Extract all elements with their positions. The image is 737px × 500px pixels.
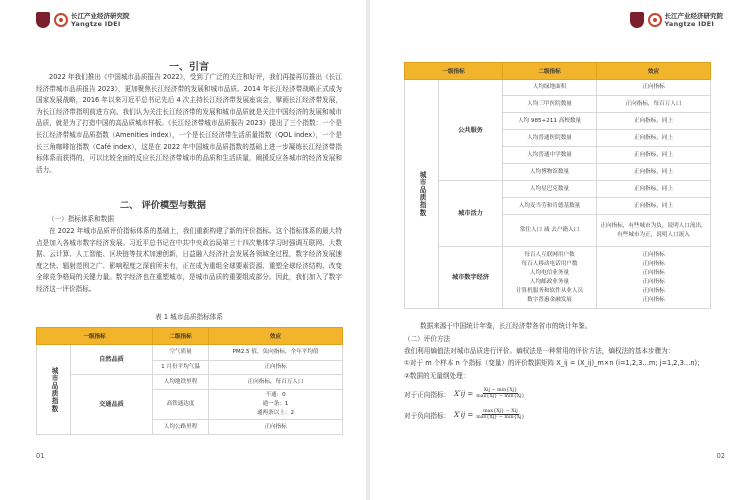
group-digital-economy: 城市数字经济 <box>439 247 503 309</box>
formula-positive-label: 对于正向指标： <box>404 390 451 399</box>
table-cell: 正向指标，同上 <box>597 181 711 198</box>
table-header-level1: 一级指标 <box>405 63 503 80</box>
table-cell: 正向指标，同上 <box>597 113 711 130</box>
method-step-2: ②数据的无量纲处理： <box>404 372 470 380</box>
table-cell: 1 月份平均气温 <box>153 361 209 375</box>
table-cell: 正向指标，同上 <box>597 164 711 181</box>
formula-positive-denominator: max{Xj} − min{Xj} <box>476 394 525 399</box>
table-cell: 正向指标，同上 <box>597 198 711 215</box>
formula-negative-label: 对于负向指标： <box>404 411 451 420</box>
formula-positive-lhs: X′ij = <box>454 389 474 398</box>
table-cell: 空气质量 <box>153 345 209 361</box>
page-number-right: 02 <box>716 452 725 460</box>
institute-logo-icon <box>648 13 662 27</box>
section-title-model: 二、 评价模型与数据 <box>120 200 206 211</box>
table-header-effect: 效应 <box>209 328 343 345</box>
table-cell: 人均公路里程 <box>153 420 209 435</box>
page-number-left: 01 <box>36 452 45 460</box>
table-cell: 每百人互联网用户数 每百人移动电话用户数 人均电信业务量 人均邮政业务量 计算机服务和软件从业人员 数字普惠金融发展 <box>503 247 597 309</box>
table-cell: 正向指标，每百万人口 <box>209 375 343 390</box>
group-natural-quality: 自然品质 <box>71 345 153 375</box>
table-cell: 常住人口 减 去户籍人口 <box>503 215 597 247</box>
method-step-1: ①对于 m 个样本 n 个指标（变量）的评价数据矩阵 X_ij = (X_ij)_m×n (i=1,2,3…m; j=1,2,3…n)； <box>404 359 704 367</box>
formula-negative <box>404 409 525 420</box>
subsection-title-method: （二）评价方法 <box>404 335 451 343</box>
table-cell: 正向指标 <box>209 420 343 435</box>
table-cell: 人均绿地面积 <box>503 80 597 96</box>
group-city-vitality: 城市活力 <box>439 181 503 247</box>
table-cell: 人均三甲医院数量 <box>503 96 597 113</box>
indicator-table-left <box>36 327 343 435</box>
intro-paragraph-2: 在 2022 年城市品质评价指标体系的基础上，我们重新构建了新的评价指标。这个指标体系的最大特点是加入各城市数字经济发展。习近平总书记在中共中央政治局第三十四次集体学习时强调互联网、大数据、云计算、人工智能、区块链等技术加速创新，日益融入经济社会发展各领域全过程，数字经济发展速度之快、辐射范围之广、影响程度之深前所未有，正在成为重组全球要素资源、重塑全球经济结构、改变全球竞争格局的关键力量。数字经济也在重塑城市，是城市品质的重要组成部分。因此，我们加入了数字经济这一评价指标。 <box>36 227 342 293</box>
table-main-index: 城市品质指数 <box>405 80 439 309</box>
table-cell: 人均普通中学数量 <box>503 147 597 164</box>
table-header-effect: 效应 <box>597 63 711 80</box>
table-cell: 高铁通达度 <box>153 390 209 420</box>
university-crest-icon <box>630 12 644 28</box>
table-cell: 正向指标 <box>209 361 343 375</box>
formula-positive-fraction <box>476 388 524 399</box>
group-public-service: 公共服务 <box>439 80 503 181</box>
table-cell: 人均 985+211 高校数量 <box>503 113 597 130</box>
table-cell: 正向指标，同上 <box>597 147 711 164</box>
org-name-en: Yangtze IDEI <box>71 19 121 28</box>
formula-negative-fraction <box>476 409 524 420</box>
right-page <box>370 0 737 500</box>
formula-negative-lhs: X′ij = <box>454 410 474 419</box>
intro-paragraph-1: 2022 年我们推出《中国城市品质报告 2022》，受到了广泛的关注和好评，我们再接再厉推出《长江经济带城市品质报告 2023》，更加聚焦长江经济带的发展和城市品质。2014 年长江经济带战略正式成为国家发展战略，2016 年以来习近平总书记先后 4 次主持长江经济带发展座谈会，擘画长江经济带发展，为长江经济带指明前进方向。我们认为关注长江经济带的发展和城市品质就是关注中国经济的发展和城市品质，就是为了打造中国的高品质城市样板。《长江经济带城市品质报告 2023》提出了三个指数：一个是长江经济带城市品质指数（Amenities index），一个是长江经济带生活质量指数（QOL index），一个是长三角咖啡馆指数（Café index），这是在 2022 年中国城市品质指数的基础上进一步凝练长江经济带指标体系而获得的，可以比较全面的反应长江经济带城市的品质和生活质量，阐援反应各城市的经济发展和活力。 <box>36 73 342 174</box>
table-cell: 人均星巴克数量 <box>503 181 597 198</box>
table-cell: 正向指标，同上 <box>597 130 711 147</box>
table-cell: PM2.5 值，负向指标，全年平均值 <box>209 345 343 361</box>
formula-negative-denominator: max{Xj} − min{Xj} <box>476 415 525 420</box>
university-crest-icon <box>36 12 50 28</box>
org-name-cn: 长江产业经济研究院 <box>71 12 130 20</box>
table-header-level2: 二级指标 <box>153 328 209 345</box>
formula-positive-numerator: Xij − min{Xj} <box>483 388 518 393</box>
table-caption: 表 1 城市品质指标体系 <box>155 313 223 321</box>
table-cell: 正向指标，有些城市为负，说明人口流出，有些城市为正，说明人口流入 <box>597 215 711 247</box>
table-cell: 正向指标 <box>597 80 711 96</box>
table-cell: 不通：0 通一条：1 通两条以上：2 <box>209 390 343 420</box>
table-cell: 人均博物馆数量 <box>503 164 597 181</box>
subsection-title-indicators: （一）指标体系和数据 <box>48 215 114 223</box>
table-cell: 正向指标，每百万人口 <box>597 96 711 113</box>
table-cell: 人均普通医院数量 <box>503 130 597 147</box>
indicator-table-right <box>404 62 711 309</box>
table-header-level1: 一级指标 <box>37 328 153 345</box>
header-logo <box>36 12 130 28</box>
method-paragraph: 我们利用熵值法对城市品质进行评价。熵权法是一种常用的评价方法，熵权法的基本步骤为： <box>404 347 675 355</box>
table-cell: 人均麦当劳和肯德基数量 <box>503 198 597 215</box>
table-header-level2: 二级指标 <box>503 63 597 80</box>
table-cell: 正向指标 正向指标 正向指标 正向指标 正向指标 正向指标 <box>597 247 711 309</box>
institute-logo-icon <box>54 13 68 27</box>
table-cell: 人均地铁里程 <box>153 375 209 390</box>
left-page <box>0 0 366 500</box>
section-title-intro: 一、引言 <box>169 62 209 73</box>
org-name-cn: 长江产业经济研究院 <box>664 12 723 20</box>
table-main-index: 城市品质指数 <box>37 345 71 435</box>
header-logo <box>630 12 724 28</box>
formula-positive <box>404 388 525 399</box>
org-name-en: Yangtze IDEI <box>664 19 715 28</box>
data-source-note: 数据来源于中国统计年鉴，长江经济带各省市的统计年鉴。 <box>420 322 592 330</box>
group-transport-quality: 交通品质 <box>71 375 153 435</box>
formula-negative-numerator: max{Xj} − Xij <box>483 409 518 414</box>
